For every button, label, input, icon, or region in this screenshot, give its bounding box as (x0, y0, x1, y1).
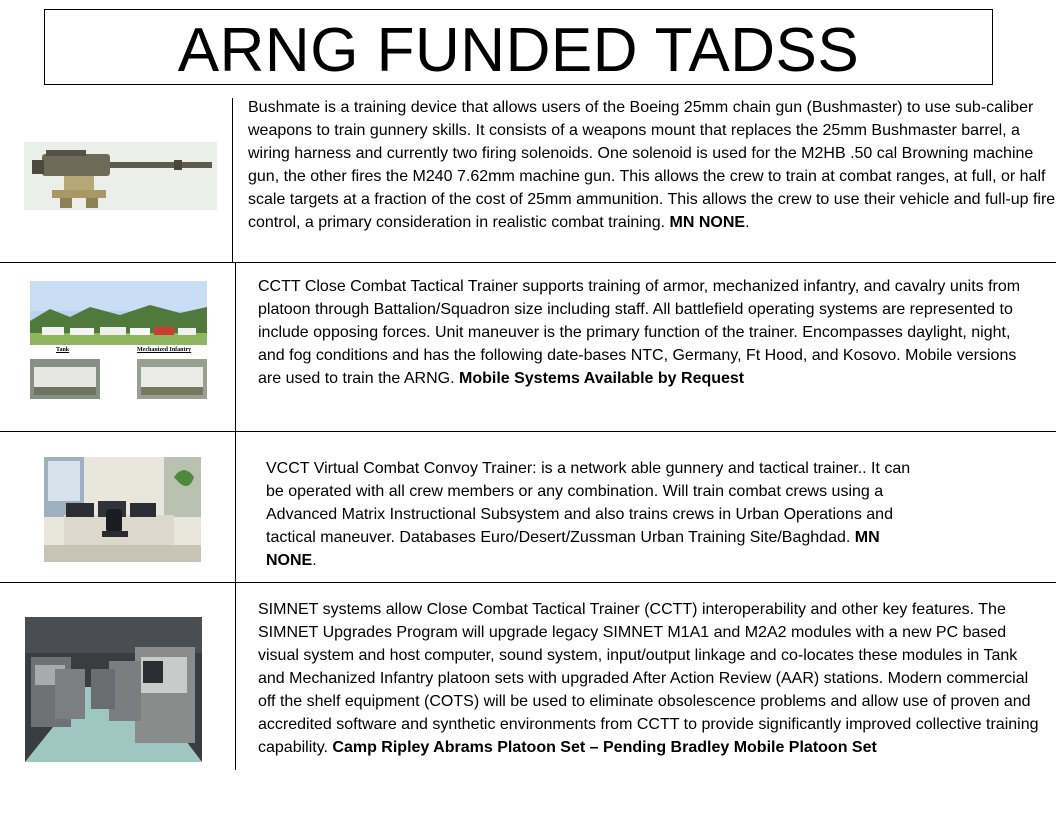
vertical-divider-2 (235, 262, 236, 770)
bushmate-tail: . (745, 214, 750, 231)
simnet-text: SIMNET systems allow Close Combat Tactical Trainer (CCTT) interoperability and other key features. The SIMNET Upgrades Program will upgrade legacy SIMNET M1A1 and M2A2 modules with a new PC based visual system and host computer, sound system, input/output linkage and co-locates these modules in Tank and Mechanized Infantry platoon sets with upgraded After Action Review (AAR) stations. Modern commercial off the shelf equipment (COTS) will be used to eliminate obsolescence problems and allow use of proven and accredited software and synthetic environments from CCTT to provide significantly improved collective training capability. (258, 601, 1039, 756)
cctt-status: Mobile Systems Available by Request (459, 370, 745, 387)
tank-caption: Tank (56, 347, 70, 353)
bushmate-description (248, 96, 1056, 234)
vcct-text: VCCT Virtual Combat Convoy Trainer: is a network able gunnery and tactical trainer.. It can be operated with all crew members or any combination. Will train combat crews using a Advanced Matrix Instructional Subsystem and also trains crews in Urban Operations and tactical maneuver. Databases Euro/Desert/Zussman Urban Training Site/Baghdad. (266, 460, 911, 546)
slide-title: ARNG FUNDED TADSS (177, 16, 860, 85)
row-divider-1 (0, 262, 1056, 263)
vcct-status: MN NONE (266, 529, 880, 569)
vcct-description (266, 457, 926, 572)
bushmate-text: Bushmate is a training device that allows users of the Boeing 25mm chain gun (Bushmaster) to use sub-caliber weapons to train gunnery skills. It consists of a weapons mount that replaces the 25mm Bushmaster barrel, a wiring harness and currently two firing solenoids. One solenoid is used for the M2HB .50 cal Browning machine gun, the other fires the M240 7.62mm machine gun. This allows the crew to train at combat ranges, at full, or half scale targets at a fraction of the cost of 25mm ammunition. This allows the crew to use their vehicle and full-up fire control, a primary consideration in realistic combat training. (248, 99, 1056, 231)
simnet-status: Camp Ripley Abrams Platoon Set – Pending Bradley Mobile Platoon Set (332, 739, 877, 756)
cctt-description (258, 275, 1038, 390)
vcct-tail: . (312, 552, 317, 569)
bushmate-status: MN NONE (669, 214, 746, 231)
trailer-convoy-photo (30, 281, 207, 399)
mech-infantry-caption: Mechanized Infantry (137, 347, 192, 353)
simulator-workstation-photo (44, 457, 201, 562)
simulator-bay-photo (25, 617, 202, 762)
row-divider-2 (0, 431, 1056, 432)
row-divider-3 (0, 582, 1056, 583)
simnet-description (258, 598, 1040, 759)
vertical-divider-1 (232, 98, 233, 262)
cctt-text: CCTT Close Combat Tactical Trainer supports training of armor, mechanized infantry, and cavalry units from platoon through Battalion/Squadron size including staff. All battlefield operating systems are represented to include opposing forces. Unit maneuver is the primary function of the trainer. Encompasses daylight, night, and fog conditions and has the following date-bases NTC, Germany, Ft Hood, and Kosovo. Mobile versions are used to train the ARNG. (258, 278, 1021, 387)
machine-gun-mount-photo (24, 142, 217, 210)
title-box (44, 9, 993, 85)
